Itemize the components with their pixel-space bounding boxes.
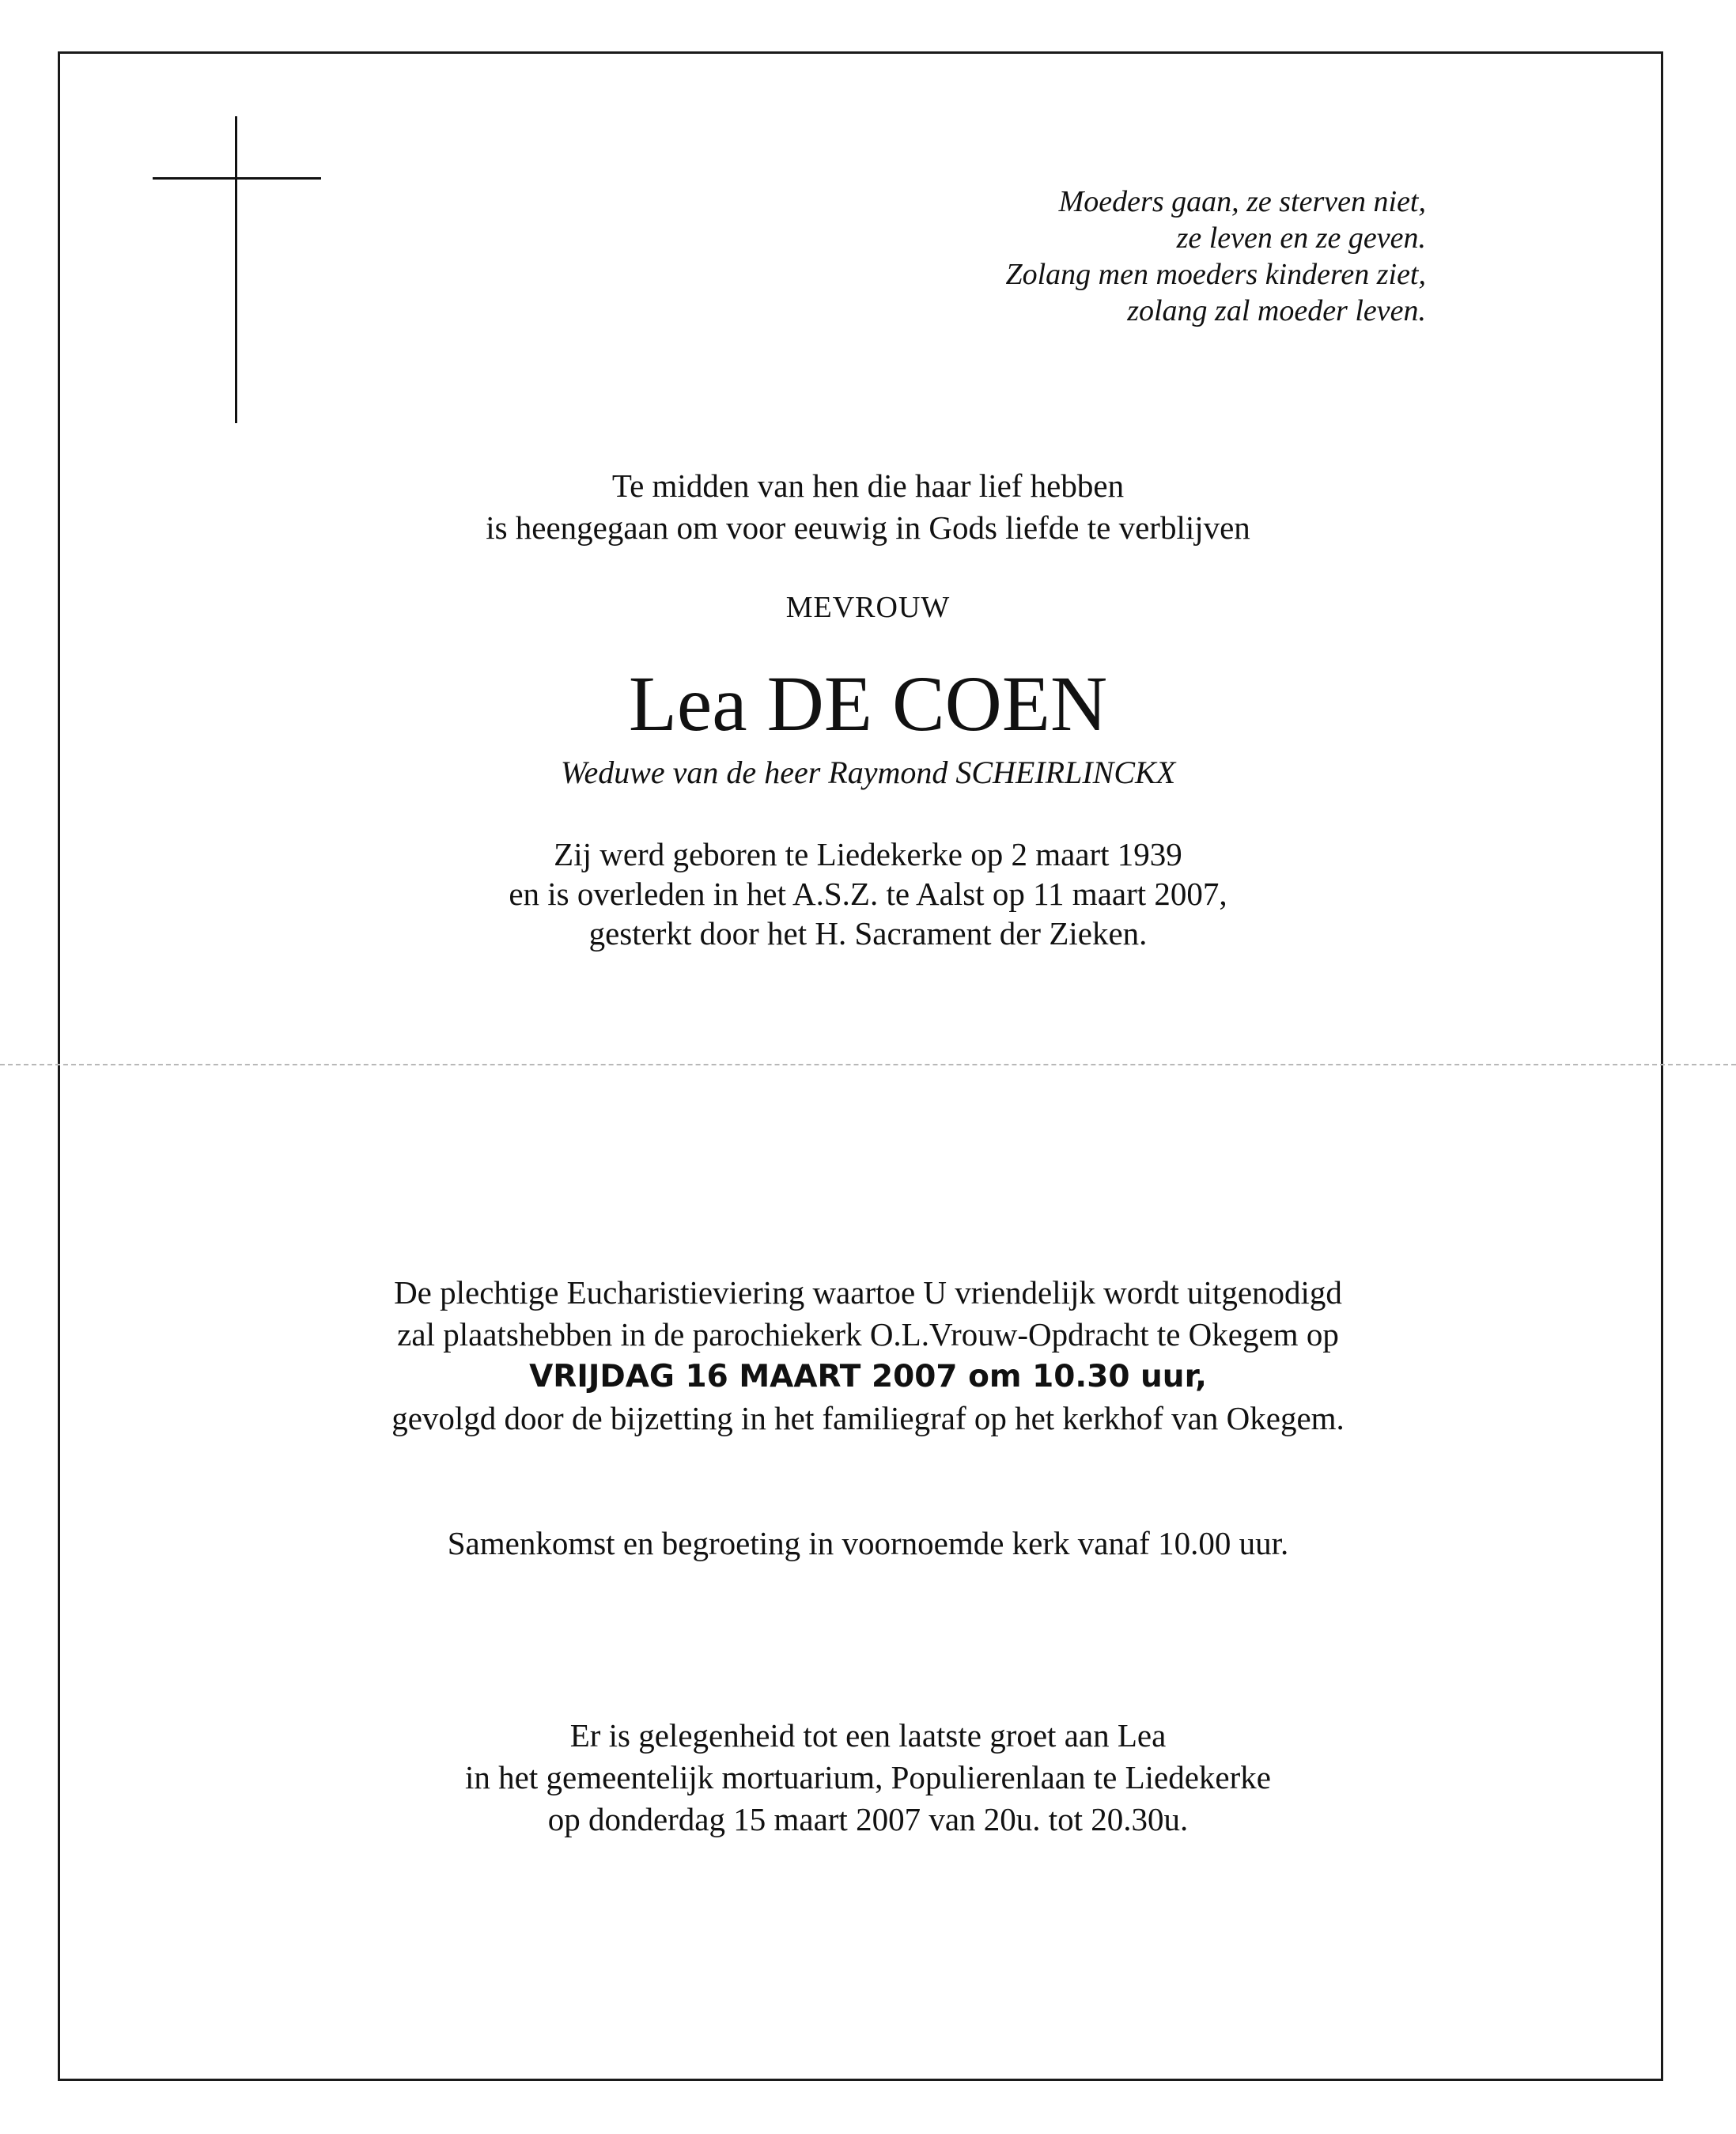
cross-horizontal-bar: [153, 177, 321, 180]
poem-line: Zolang men moeders kinderen ziet,: [1005, 258, 1426, 291]
poem-line: zolang zal moeder leven.: [1127, 294, 1426, 327]
ceremony-line: zal plaatshebben in de parochiekerk O.L.Vrouw-Opdracht te Okegem op: [397, 1316, 1339, 1353]
ceremony-details: [0, 1272, 1736, 1440]
birth-line: Zij werd geboren te Liedekerke op 2 maart 1939: [554, 836, 1182, 872]
cross-vertical-bar: [235, 116, 237, 423]
ceremony-line: De plechtige Eucharistieviering waartoe U vriendelijk wordt uitgenodigd: [394, 1274, 1342, 1311]
intro-line: Te midden van hen die haar lief hebben: [611, 467, 1125, 504]
meeting-text: Samenkomst en begroeting in voornoemde kerk vanaf 10.00 uur.: [447, 1525, 1289, 1561]
poem-line: Moeders gaan, ze sterven niet,: [1058, 185, 1426, 218]
farewell-line: op donderdag 15 maart 2007 van 20u. tot 20.30u.: [547, 1801, 1189, 1837]
sacrament-line: gesterkt door het H. Sacrament der Zieken.: [588, 915, 1148, 952]
poem-line: ze leven en ze geven.: [1176, 221, 1426, 255]
fold-line: [0, 1064, 1736, 1065]
ceremony-date: VRIJDAG 16 MAART 2007 om 10.30 uur,: [529, 1359, 1207, 1394]
widow-line: Weduwe van de heer Raymond SCHEIRLINCKX: [560, 755, 1176, 790]
intro-line: is heengegaan om voor eeuwig in Gods liefde te verblijven: [486, 509, 1250, 546]
farewell-line: Er is gelegenheid tot een laatste groet aan Lea: [569, 1717, 1167, 1754]
intro-text: [0, 465, 1736, 549]
deceased-name: Lea DE COEN: [628, 660, 1108, 747]
poem: [1005, 184, 1426, 329]
farewell-details: [0, 1715, 1736, 1841]
farewell-line: in het gemeentelijk mortuarium, Populierenlaan te Liedekerke: [465, 1759, 1271, 1795]
death-line: en is overleden in het A.S.Z. te Aalst op 11 maart 2007,: [509, 876, 1227, 912]
honorific-title: MEVROUW: [785, 591, 951, 624]
ceremony-line: gevolgd door de bijzetting in het familiegraf op het kerkhof van Okegem.: [391, 1400, 1345, 1436]
birth-death-details: [0, 834, 1736, 953]
